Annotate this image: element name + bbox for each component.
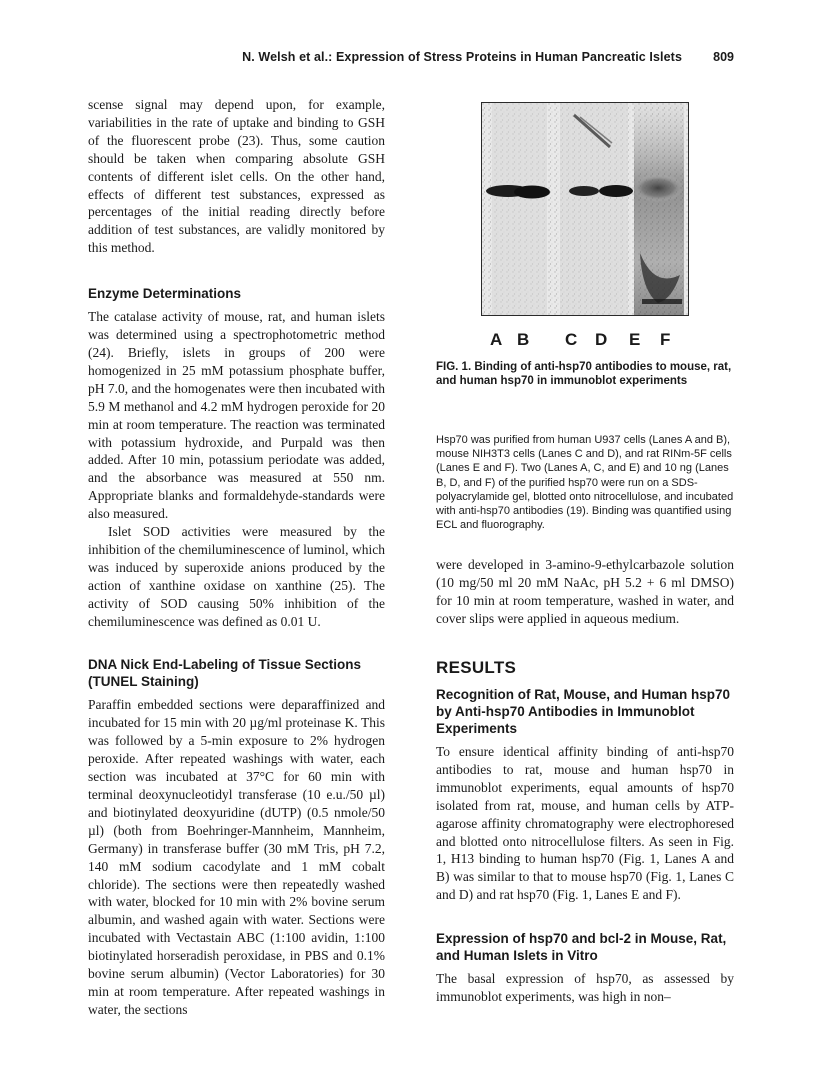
figure-1 bbox=[436, 102, 734, 407]
lane-label-b: B bbox=[517, 330, 530, 349]
heading-recognition: Recognition of Rat, Mouse, and Human hsp70 by Anti-hsp70 Antibodies in Immunoblot Experiments bbox=[436, 687, 731, 737]
paragraph-enzyme-2: Islet SOD activities were measured by the inhibition of the chemiluminescence of luminol, which was induced by superoxide anions produced by the action of xanthine oxidase on xanthine (25). The activity of SOD causing 50% inhibition of the chemiluminescence was defined as 0.01 U. bbox=[88, 524, 385, 629]
paragraph-intro: scense signal may depend upon, for example, variabilities in the rate of uptake and binding to GSH of the fluorescent probe (23). Thus, some caution should be taken when comparing absolute GSH contents of different islet cells. On the other hand, effects of different test substances, expressed as percentages of the initial reading directly before addition of test substances, are validly monitored by this method. bbox=[88, 97, 385, 256]
running-header-title: N. Welsh et al.: Expression of Stress Proteins in Human Pancreatic Islets bbox=[242, 50, 682, 64]
figure-caption bbox=[436, 360, 734, 394]
immunoblot-image bbox=[481, 102, 689, 316]
heading-expression: Expression of hsp70 and bcl-2 in Mouse, Rat, and Human Islets in Vitro bbox=[436, 931, 727, 964]
running-header bbox=[0, 50, 816, 70]
figure-caption-title: FIG. 1. Binding of anti-hsp70 antibodies to mouse, rat, and human hsp70 in immunoblot experiments bbox=[436, 361, 732, 387]
left-column bbox=[88, 96, 385, 1019]
page-number: 809 bbox=[713, 50, 734, 64]
immunoblot-graphic bbox=[482, 103, 688, 315]
lane-label-d: D bbox=[595, 330, 608, 349]
paragraph-dna-1: Paraffin embedded sections were deparaffinized and incubated for 15 min with 20 µg/ml proteinase K. This was followed by a 5-min exposure to 2% hydrogen peroxide. After repeated washings with water, each section was incubated at 37°C for 60 min with terminal deoxynucleotidyl transferase (10 e.u./50 µl) and biotinylated deoxyuridine (dUTP) (0.5 nmole/50 µl) (both from Boehringer-Mannheim, Mannheim, Germany) in transferase buffer (30 mM Tris, pH 7.2, 140 mM sodium cacodylate and 1 mM cobalt chloride). The sections were then repeatedly washed with water, blocked for 10 min with 2% bovine serum albumin, and washed again with water. Sections were incubated with Vectastain ABC (1:100 avidin, 1:100 biotinylated horseradish peroxidase, in PBS and 0.1% bovine serum albumin) (Vector Laboratories) for 30 min at room temperature. After repeated washings in water, the sections bbox=[88, 697, 385, 1017]
lane-label-a: A bbox=[490, 330, 503, 349]
lane-label-c: C bbox=[565, 330, 578, 349]
lane-label-e: E bbox=[629, 330, 641, 349]
right-column bbox=[436, 96, 734, 1006]
heading-results: RESULTS bbox=[436, 658, 517, 678]
lane-labels bbox=[481, 330, 687, 352]
paragraph-expression-1: The basal expression of hsp70, as assessed by immunoblot experiments, was high in non– bbox=[436, 971, 734, 1005]
lane-label-f: F bbox=[660, 330, 671, 349]
paragraph-recognition-1: To ensure identical affinity binding of anti-hsp70 antibodies to rat, mouse and human hsp70 in immunoblot experiments, equal amounts of hsp70 isolated from rat, mouse, and human cells by ATP-agarose affinity chromatography were electrophoresed and blotted onto nitrocellulose filters. As seen in Fig. 1, H13 binding to human hsp70 (Fig. 1, Lanes A and B) was similar to that to mouse hsp70 (Fig. 1, Lanes C and D) and rat hsp70 (Fig. 1, Lanes E and F). bbox=[436, 744, 734, 903]
figure-caption-text: Hsp70 was purified from human U937 cells (Lanes A and B), mouse NIH3T3 cells (Lanes C and D), and rat RINm-5F cells (Lanes E and F). Two (Lanes A, C, and E) and 10 ng (Lanes B, D, and F) of the purified hsp70 were run on a SDS-polyacrylamide gel, blotted onto nitrocellulose, and incubated with anti-hsp70 antibodies (19). Binding was quantified using ECL and fluorography. bbox=[436, 434, 734, 532]
paragraph-continued: were developed in 3-amino-9-ethylcarbazole solution (10 mg/50 ml 20 mM NaAc, pH 5.2 + 6 ml DMSO) for 10 min at room temperature, washed in water, and cover slips were applied in aqueous medium. bbox=[436, 557, 734, 627]
heading-dna-nick-end-labeling: DNA Nick End-Labeling of Tissue Sections (TUNEL Staining) bbox=[88, 657, 362, 690]
heading-enzyme-determinations: Enzyme Determinations bbox=[88, 286, 242, 302]
paragraph-enzyme-1: The catalase activity of mouse, rat, and human islets was determined using a spectrophotometric method (24). Briefly, islets in groups of 200 were homogenized in 25 mM potassium phosphate buffer, pH 7.0, and the homogenates were then incubated with 5.9 M methanol and 4.2 mM hydrogen peroxide for 20 min at room temperature. The reaction was terminated with potassium hydroxide, and Purpald was then added. After 10 min, potassium periodate was added, and the absorbance was measured at 550 nm. Appropriate blanks and formaldehyde-standards were also measured. bbox=[88, 309, 385, 522]
